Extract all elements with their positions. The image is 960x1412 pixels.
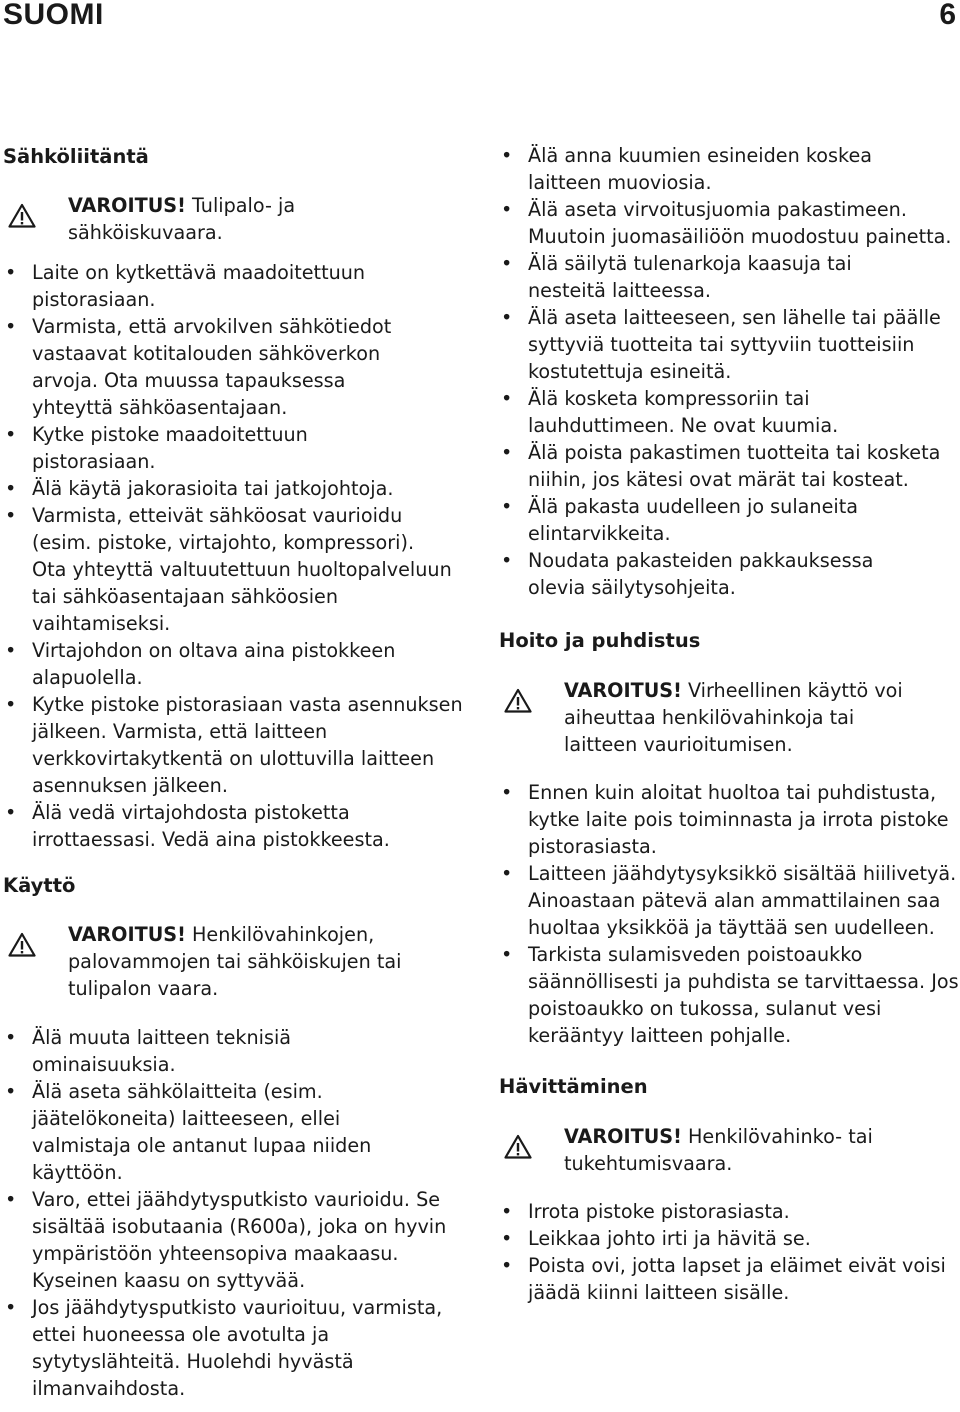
warning-label: VAROITUS! (68, 923, 186, 946)
page-header (0, 0, 960, 38)
list-item: • Varmista, etteivät sähköosat vaurioidu (esim. pistoke, virtajohto, kompressori). Ota yhteyttä valtuutettuun huoltopalveluun tai sähköasentajaan sähköosien vaihtamiseksi. (3, 502, 452, 637)
disposal-list (499, 1198, 954, 1306)
list-item: • Älä aseta sähkölaitteita (esim. jäätelökoneita) laitteeseen, ellei valmistaja ole antanut lupaa niiden käyttöön. (3, 1078, 412, 1186)
list-item: • Varo, ettei jäähdytysputkisto vaurioidu. Se sisältää isobutaania (R600a), joka on hyvin ympäristöön yhteensopiva maakaasu. Kyseinen kaasu on syttyvää. (3, 1186, 472, 1294)
list-item: • Älä anna kuumien esineiden koskea laitteen muoviosia. (499, 142, 928, 196)
left-column (3, 143, 461, 1402)
list-item: • Älä muuta laitteen teknisiä ominaisuuksia. (3, 1024, 352, 1078)
warning-triangle-icon (504, 1134, 532, 1159)
list-item: • Älä aseta virvoitusjuomia pakastimeen. Muutoin juomasäiliöön muodostuu painetta. (499, 196, 960, 250)
warning-electrical (3, 192, 368, 246)
warning-triangle-icon (8, 203, 36, 228)
list-item: • Älä aseta laitteeseen, sen lähelle tai päälle syttyviä tuotteita tai syttyviin tuotteisiin kostutettuja esineitä. (499, 304, 948, 385)
section-title-usage: Käyttö (3, 874, 76, 897)
usage-list (3, 1024, 461, 1402)
electrical-list (3, 259, 461, 853)
section-title-care: Hoito ja puhdistus (499, 629, 701, 652)
list-item: • Tarkista sulamisveden poistoaukko säännöllisesti ja puhdista se tarvittaessa. Jos poistoaukko on tukossa, sulanut vesi kerääntyy laitteen pohjalle. (499, 941, 960, 1049)
warning-text: Virheellinen käyttö voi aiheuttaa henkilövahinkoja tai laitteen vaurioitumisen. (564, 679, 903, 756)
warning-label: VAROITUS! (564, 1125, 682, 1148)
warning-disposal (499, 1123, 924, 1177)
warning-label: VAROITUS! (68, 194, 186, 217)
list-item: • Älä käytä jakorasioita tai jatkojohtoja. (3, 475, 461, 502)
warning-usage (3, 921, 418, 1002)
warning-triangle-icon (504, 688, 532, 713)
list-item: • Jos jäähdytysputkisto vaurioituu, varmista, ettei huoneessa ole avotulta ja sytytyslähteitä. Huolehdi hyvästä ilmanvaihdosta. (3, 1294, 472, 1402)
page-number: 6 (939, 0, 956, 31)
warning-text: Henkilövahinkojen, palovammojen tai sähköiskujen tai tulipalon vaara. (68, 923, 402, 1000)
list-item: • Laitteen jäähdytysyksikkö sisältää hiilivetyä. Ainoastaan pätevä alan ammattilainen saa huoltaa yksikköä ja täyttää sen uudelleen. (499, 860, 960, 941)
list-item: • Irrota pistoke pistorasiasta. (499, 1198, 954, 1225)
warning-text: Tulipalo- ja sähköiskuvaara. (68, 194, 296, 244)
language-label: SUOMI (3, 0, 104, 31)
list-item: • Noudata pakasteiden pakkauksessa olevia säilytysohjeita. (499, 547, 928, 601)
list-item: • Älä säilytä tulenarkoja kaasuja tai nesteitä laitteessa. (499, 250, 908, 304)
list-item: • Älä vedä virtajohdosta pistoketta irrottaessasi. Vedä aina pistokkeesta. (3, 799, 432, 853)
list-item: • Kytke pistoke maadoitettuun pistorasiaan. (3, 421, 342, 475)
warning-triangle-icon (8, 932, 36, 957)
list-item: • Älä pakasta uudelleen jo sulaneita elintarvikkeita. (499, 493, 908, 547)
section-title-disposal: Hävittäminen (499, 1075, 648, 1098)
list-item: • Älä poista pakastimen tuotteita tai kosketa niihin, jos kätesi ovat märät tai kosteat. (499, 439, 960, 493)
list-item: • Laite on kytkettävä maadoitettuun pistorasiaan. (3, 259, 372, 313)
care-list (499, 779, 959, 1049)
warning-label: VAROITUS! (564, 679, 682, 702)
list-item: • Leikkaa johto irti ja hävitä se. (499, 1225, 954, 1252)
list-item: • Virtajohdon on oltava aina pistokkeen alapuolella. (3, 637, 452, 691)
usage-list-continued (499, 142, 954, 601)
list-item: • Älä kosketa kompressoriin tai lauhduttimeen. Ne ovat kuumia. (499, 385, 908, 439)
list-item: • Ennen kuin aloitat huoltoa tai puhdistusta, kytke laite pois toiminnasta ja irrota pistoke pistorasiasta. (499, 779, 960, 860)
warning-text: Henkilövahinko- tai tukehtumisvaara. (564, 1125, 873, 1175)
list-item: • Varmista, että arvokilven sähkötiedot vastaavat kotitalouden sähköverkon arvoja. Ota muussa tapauksessa yhteyttä sähköasentajaan. (3, 313, 407, 421)
list-item: • Poista ovi, jotta lapset ja eläimet eivät voisi jäädä kiinni laitteen sisälle. (499, 1252, 958, 1306)
warning-care (499, 677, 914, 758)
list-item: • Kytke pistoke pistorasiaan vasta asennuksen jälkeen. Varmista, että laitteen verkkovirtakytkentä on ulottuvilla laitteen asennuksen jälkeen. (3, 691, 464, 799)
right-column (499, 142, 959, 1306)
section-title-electrical: Sähköliitäntä (3, 145, 149, 168)
